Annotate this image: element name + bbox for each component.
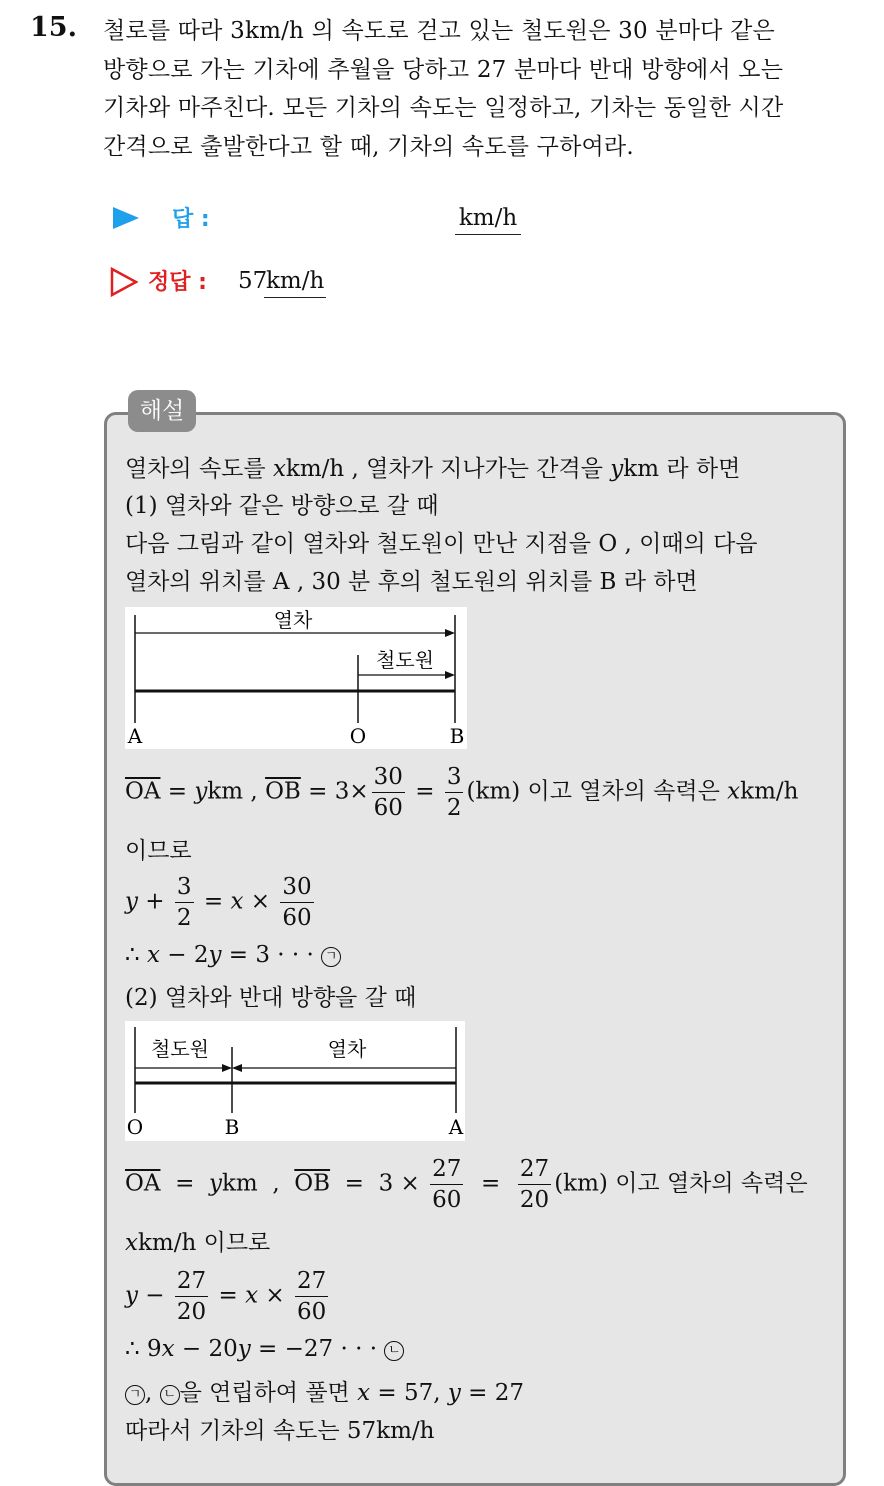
conclusion: 따라서 기차의 속도는 57km/h <box>125 1418 435 1444</box>
question-line: 철로를 따라 3km/h 의 속도로 걷고 있는 철도원은 30 분마다 같은 <box>103 18 775 44</box>
diagram2-point-o: O <box>126 1115 144 1139</box>
fraction: $\frac{27}{60}$ <box>432 1156 462 1213</box>
answer-unit-field[interactable]: km/h <box>455 205 521 235</box>
equation-2: y + $\frac{3}{2}$ = x × $\frac{30}{60}$ <box>125 874 312 931</box>
equation-4-cont: xkm/h 이므로 <box>125 1230 271 1256</box>
case1-since: 이므로 <box>125 838 192 864</box>
diagram1-worker-label: 철도원 <box>376 648 434 672</box>
equation-7: ㄱ , ㄴ 을 연립하여 풀면 x = 57, y = 27 <box>125 1374 524 1407</box>
diagram1-point-b: B <box>449 724 465 748</box>
fraction: $\frac{27}{60}$ <box>296 1268 327 1325</box>
diagram2-point-b: B <box>224 1115 240 1139</box>
play-icon <box>113 207 139 229</box>
diagram1-train-label: 열차 <box>273 608 313 632</box>
equation-1: $\overline{OA}$ = ykm , $\overline{OB} = 3\times$ $\frac{30}{60}$ = $\frac{3}{2}$ (km) 이고 열차의 속력은 xkm/h <box>125 764 799 821</box>
case1-title: (1) 열차와 같은 방향으로 갈 때 <box>125 493 439 519</box>
answer-row <box>110 200 610 240</box>
circled-marker: ㄱ <box>321 947 341 967</box>
question-line: 방향으로 가는 기차에 추월을 당하고 27 분마다 반대 방향에서 오는 <box>103 56 784 83</box>
fraction: $\frac{27}{20}$ <box>519 1156 550 1213</box>
equation-6: ∴ 9x − 20y = −27 · · · ㄴ <box>125 1336 404 1362</box>
diagram1-point-a: A <box>127 724 143 748</box>
case2-title: (2) 열차와 반대 방향을 갈 때 <box>125 985 417 1011</box>
fraction: $\frac{3}{2}$ <box>446 764 462 821</box>
circled-marker: ㄴ <box>160 1385 180 1405</box>
hollow-triangle-icon <box>110 267 138 297</box>
diagram2-point-a: A <box>448 1115 464 1139</box>
circled-marker: ㄱ <box>125 1385 145 1405</box>
fraction: $\frac{27}{20}$ <box>176 1268 207 1325</box>
diagram-same-direction <box>125 607 467 749</box>
diagram-opposite-direction <box>125 1021 465 1141</box>
case1-desc: 열차의 위치를 A , 30 분 후의 철도원의 위치를 B 라 하면 <box>125 569 698 595</box>
correct-answer-unit: km/h <box>264 268 326 298</box>
fraction: $\frac{3}{2}$ <box>176 874 192 931</box>
question-line: 간격으로 출발한다고 할 때, 기차의 속도를 구하여라. <box>103 133 634 160</box>
diagram2-train-label: 열차 <box>327 1037 367 1061</box>
correct-answer-row <box>110 262 610 302</box>
diagram1-point-o: O <box>349 724 367 748</box>
equation-5: y − $\frac{27}{20}$ = x × $\frac{27}{60}$ <box>125 1268 327 1325</box>
circled-marker: ㄴ <box>384 1341 404 1361</box>
diagram2-worker-label: 철도원 <box>151 1037 209 1061</box>
solution-tag: 해설 <box>128 390 196 432</box>
equation-4: $\overline{OA}$ = ykm , $\overline{OB} = 3$ × $\frac{27}{60}$ = $\frac{27}{20}$ (km) 이고 열차의 속력은 <box>125 1156 808 1213</box>
question-number: 15. <box>30 12 77 43</box>
solution-intro: 열차의 속도를 xkm/h , 열차가 지나가는 간격을 ykm 라 하면 <box>125 456 741 482</box>
question-text <box>103 12 863 166</box>
answer-label: 답 : <box>172 207 210 232</box>
correct-answer-value: 57 <box>238 268 268 294</box>
equation-3: ∴ x − 2y = 3 · · · ㄱ <box>125 942 341 968</box>
fraction: $\frac{30}{60}$ <box>373 764 403 821</box>
question-line: 기차와 마주친다. 모든 기차의 속도는 일정하고, 기차는 동일한 시간 <box>103 95 784 121</box>
fraction: $\frac{30}{60}$ <box>282 874 312 931</box>
case1-desc: 다음 그림과 같이 열차와 철도원이 만난 지점을 O , 이때의 다음 <box>125 531 758 557</box>
correct-answer-label: 정답 : <box>148 270 207 295</box>
